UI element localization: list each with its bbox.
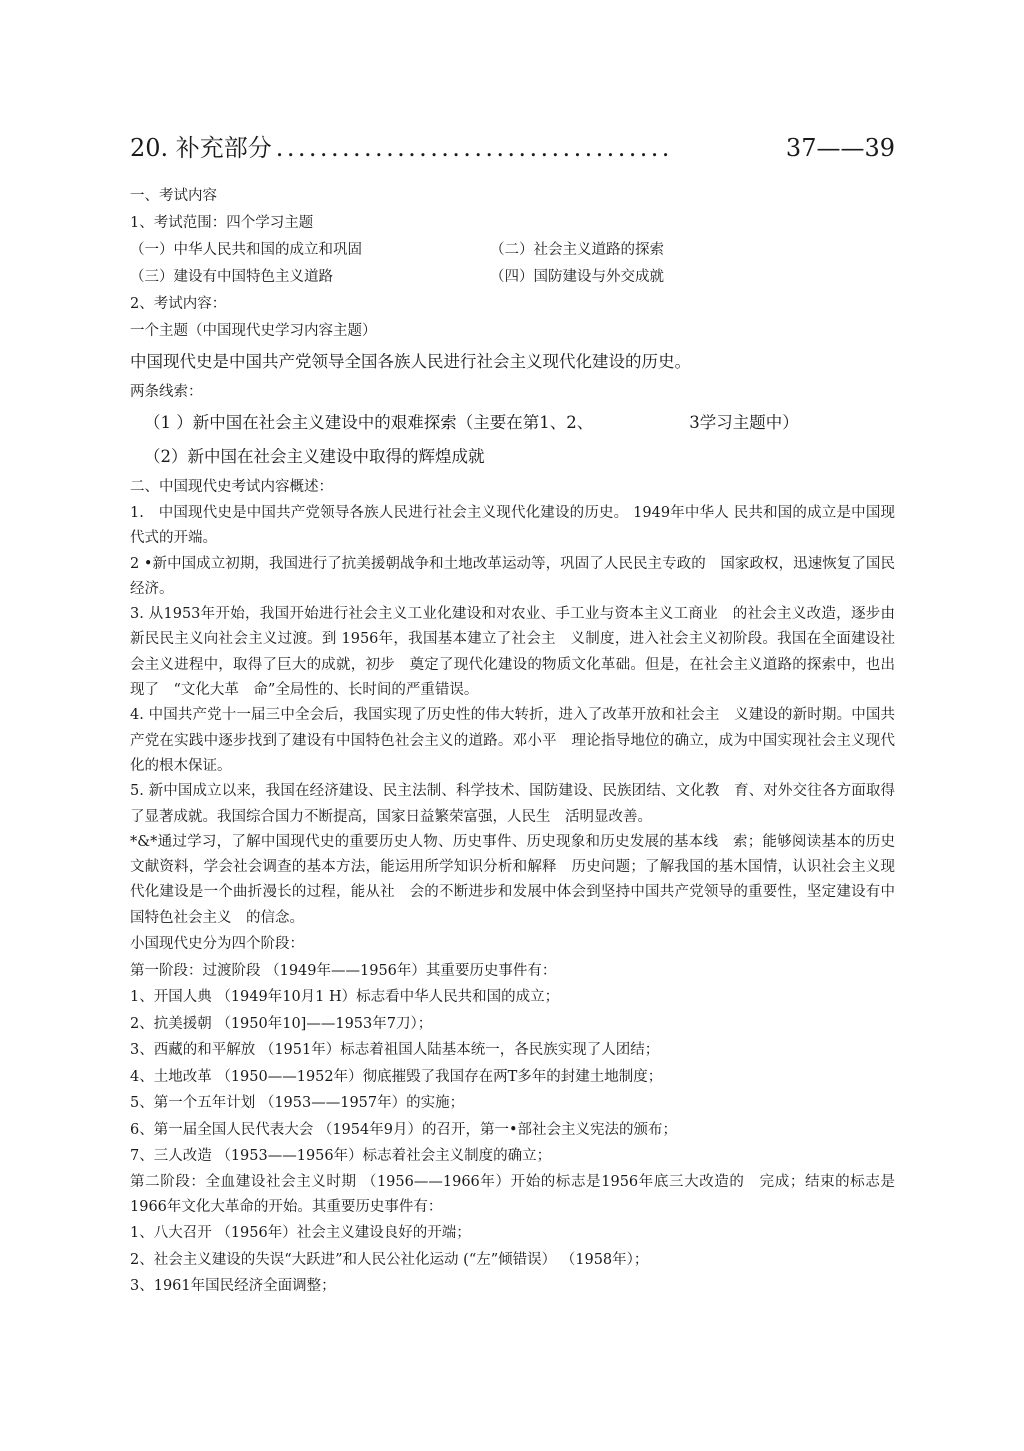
exam-content-title: 2、考试内容： — [130, 296, 227, 312]
toc-page-range: 37——39 — [785, 134, 895, 162]
stage2-event: 2、社会主义建设的失误“大跃进”和人民公社化运动 (“左”倾错误） （1958年）； — [130, 1251, 649, 1268]
stage1-event: 7、三人改造 （1953——1956年）标志着社会主义制度的确立； — [130, 1148, 552, 1165]
stage1-event: 2、抗美援朝 （1950年10]——1953年7刀）； — [130, 1015, 433, 1032]
toc-label: 20. 补充部分 — [130, 134, 272, 162]
overview-paragraph: 5. 新中国成立以来，我国在经济建设、民主法制、科学技术、国防建设、民族团结、文化教 育、对外交往各方面取得了显著成就。我国综合国力不断提高，国家日益繁荣富强，人民生 活明显改善。 — [130, 783, 895, 825]
stage1-title: 第一阶段：过渡阶段 （1949年——1956年）其重要历史事件有： — [130, 962, 557, 979]
stage2-event: 3、1961年国民经济全面调整； — [130, 1278, 336, 1295]
overview-paragraph: 1. 中国现代史是中国共产党领导各族人民进行社会主义现代化建设的历史。 1949年中华人 民共和国的成立是中国现代式的开端。 — [130, 505, 895, 547]
clue-item: （2）新中国在社会主义建设中取得的辉煌成就 — [144, 447, 485, 466]
theme-statement: 中国现代史是中国共产党领导全国各族人民进行社会主义现代化建设的历史。 — [130, 352, 691, 371]
overview-paragraph: 3. 从1953年开始，我国开始进行社会主义工业化建设和对农业、手工业与资本主义工商业 的社会主义改造，逐步由新民民主义向社会主义过渡。到 1956年，我国基本建立了社会主 义制度，进入社会主义初阶段。我国在全面建设社会主义进程中，取得了巨大的成就，初步 奠定了现代化建设的物质文化革础。但是，在社会主义道路的探索中，也出现了 “文化大革 命”全局性的、长时间的严重错误。 — [130, 606, 895, 699]
toc-entry[interactable] — [130, 128, 895, 163]
section-heading-overview: 二、中国现代史考试内容概述： — [130, 479, 333, 495]
stages-intro: 小国现代史分为四个阶段： — [130, 936, 304, 953]
stage1-event: 1、开国人典 （1949年10月1 H）标志看中华人民共和国的成立； — [130, 989, 560, 1006]
overview-paragraph: *&*通过学习，了解中国现代史的重要历史人物、历史事件、历史现象和历史发展的基本线 索；能够阅读基本的历史文献资料，学会社会调查的基本方法，能运用所学知识分析和解释 历史问题；了解我国的基木国情，认识社会主义现代化建设是一个曲折漫长的过程，能从社 会的不断进步和发展中体会到坚持中国共产党领导的重要性，坚定建设有中国特色社会主义 的信念。 — [130, 833, 895, 926]
two-clues-title: 两条线索： — [130, 384, 203, 400]
stage2-title: 第二阶段：全血建设社会主义时期 （1956——1966年）开始的标志是1956年底三大改造的 完成；结束的标志是1966年文化大革命的开始。其重要历史事件有： — [130, 1173, 895, 1215]
section-heading-exam: 一、考试内容 — [130, 188, 217, 204]
exam-scope-title: 1、考试范围：四个学习主题 — [130, 215, 314, 231]
stage1-event: 5、第一个五年计划 （1953——1957年）的实施； — [130, 1095, 465, 1112]
clue1-tail: 3学习主题中） — [689, 413, 799, 432]
clue-item — [130, 406, 895, 440]
themes-row-2 — [130, 264, 895, 291]
theme-item: （一）中华人民共和国的成立和巩固 — [130, 242, 362, 258]
overview-paragraph: 2 •新中国成立初期，我国进行了抗美援朝战争和土地改革运动等，巩固了人民民主专政的 国家政权，迅速恢复了国民经济。 — [130, 555, 895, 597]
stage1-event: 3、西藏的和平解放 （1951年）标志着祖国人陆基本统一，各民族实现了人团结； — [130, 1042, 660, 1059]
overview-paragraph: 4. 中国共产党十一届三中全会后，我国实现了历史性的伟大转折，进入了改革开放和社会主 义建设的新时期。中国共产党在实践中逐步找到了建设有中国特色社会主义的道路。邓小平 理论指导地位的确立，成为中国实现社会主义现代化的根木保证。 — [130, 707, 895, 774]
stage2-event: 1、八大召开 （1956年）社会主义建设良好的开端； — [130, 1225, 471, 1242]
stage1-event: 6、第一届全国人民代表大会 （1954年9月）的召开，第一•部社会主义宪法的颁布； — [130, 1121, 678, 1138]
stage1-event: 4、土地改革 （1950——1952年）彻底摧毁了我国存在两T多年的封建土地制度； — [130, 1068, 663, 1085]
theme-item: （二）社会主义道路的探索 — [490, 242, 664, 258]
one-theme-label: 一个主题（中国现代史学习内容主题） — [130, 323, 377, 339]
clue1-text: （1 ）新中国在社会主义建设中的艰难探索（主要在第1、2、 — [144, 413, 594, 432]
toc-leader-dots: .................................... — [275, 134, 673, 162]
theme-item: （三）建设有中国特色主义道路 — [130, 269, 333, 285]
theme-item: （四）国防建设与外交成就 — [490, 269, 664, 285]
themes-row-1 — [130, 237, 895, 264]
document-page — [130, 128, 895, 1300]
